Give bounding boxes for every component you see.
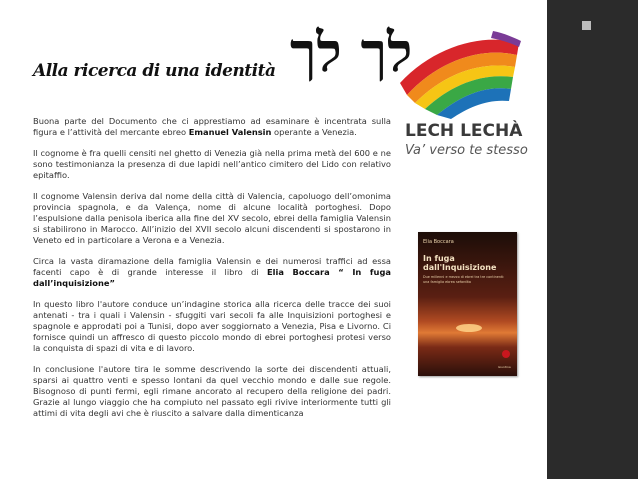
paragraph-2: Il cognome è fra quelli censiti nel ghetto di Venezia già nella prima metà del 600 e ne sono testimonianza la presenza di due lapidi nell’antico cimitero del Lido con relativo epitaffio.	[33, 148, 391, 180]
hebrew-heading: לך לך	[290, 20, 413, 84]
logo-tagline: Va’ verso te stesso	[405, 143, 528, 158]
slide-bullet	[582, 21, 591, 30]
paragraph-1: Buona parte del Documento che ci apprestiamo ad esaminare è incentrata sulla figura e l’attività del mercante ebreo Emanuel Valensin operante a Venezia.	[33, 116, 391, 137]
sun-reflection-image	[456, 324, 482, 332]
paragraph-5: In questo libro l'autore conduce un’indagine storica alla ricerca delle tracce dei suoi antenati - tra i quali i Valensin - sfuggiti vari secoli fa alle Inquisizioni portoghesi e spagnole e approdati poi a Tunisi, dopo aver soggiornato a Venezia, Pisa e Livorno. Ci fornisce quindi un affresco di questo piccolo mondo di ebrei portoghesi protesi verso la conquista di spazi di vita e di lavoro.	[33, 299, 391, 353]
paragraph-3: Il cognome Valensin deriva dal nome della città di Valencia, capoluogo dell’omonima provincia spagnola, e da Valença, nome di alcune località portoghesi. Dopo l’espulsione dalla penisola iberica alla fine del XV secolo, ebrei della famiglia Valensin si stabilirono in Marocco. All’inizio del XVII secolo alcuni discendenti si spostarono in Veneto ed in particolare a Verona e a Venezia.	[33, 191, 391, 245]
book-publisher: Giuntina	[498, 365, 511, 369]
body-text	[33, 116, 391, 429]
publisher-badge-icon	[502, 350, 510, 358]
book-cover	[418, 232, 517, 376]
book-title-line2: dall'Inquisizione	[423, 263, 497, 272]
emphasis: Emanuel Valensin	[188, 127, 272, 137]
logo-name: LECH LECHÀ	[405, 121, 523, 141]
right-sidebar	[547, 0, 638, 479]
lech-lecha-logo-swoosh	[395, 25, 525, 120]
slide-title: Alla ricerca di una identità	[33, 61, 276, 81]
book-title	[423, 254, 496, 272]
book-subtitle: Due millenni e mezzo di ebrei tra tre continenti: una famiglia ebrea sefardita	[423, 275, 505, 284]
paragraph-4: Circa la vasta diramazione della famiglia Valensin e dei numerosi traffici ad essa facenti capo è di grande interesse il libro di Elia Boccara “ In fuga dall’inquisizione”	[33, 256, 391, 288]
paragraph-6: In conclusione l'autore tira le somme descrivendo la sorte dei discendenti attuali, sparsi ai quattro venti e spesso lontani da quel vecchio mondo e dalle sue regole. Bisognoso di punti fermi, egli rimane ancorato al recupero della religione dei padri. Grazie al lungo viaggio che ha compiuto nel passato egli rivive interiormente tutti gli attimi di vita degli avi che è riuscito a salvare dalla dimenticanza	[33, 364, 391, 418]
book-title-line1: In fuga	[423, 254, 455, 263]
emphasis: Elia Boccara “ In fuga dall’inquisizione”	[33, 267, 391, 288]
book-author: Elia Boccara	[423, 239, 454, 245]
